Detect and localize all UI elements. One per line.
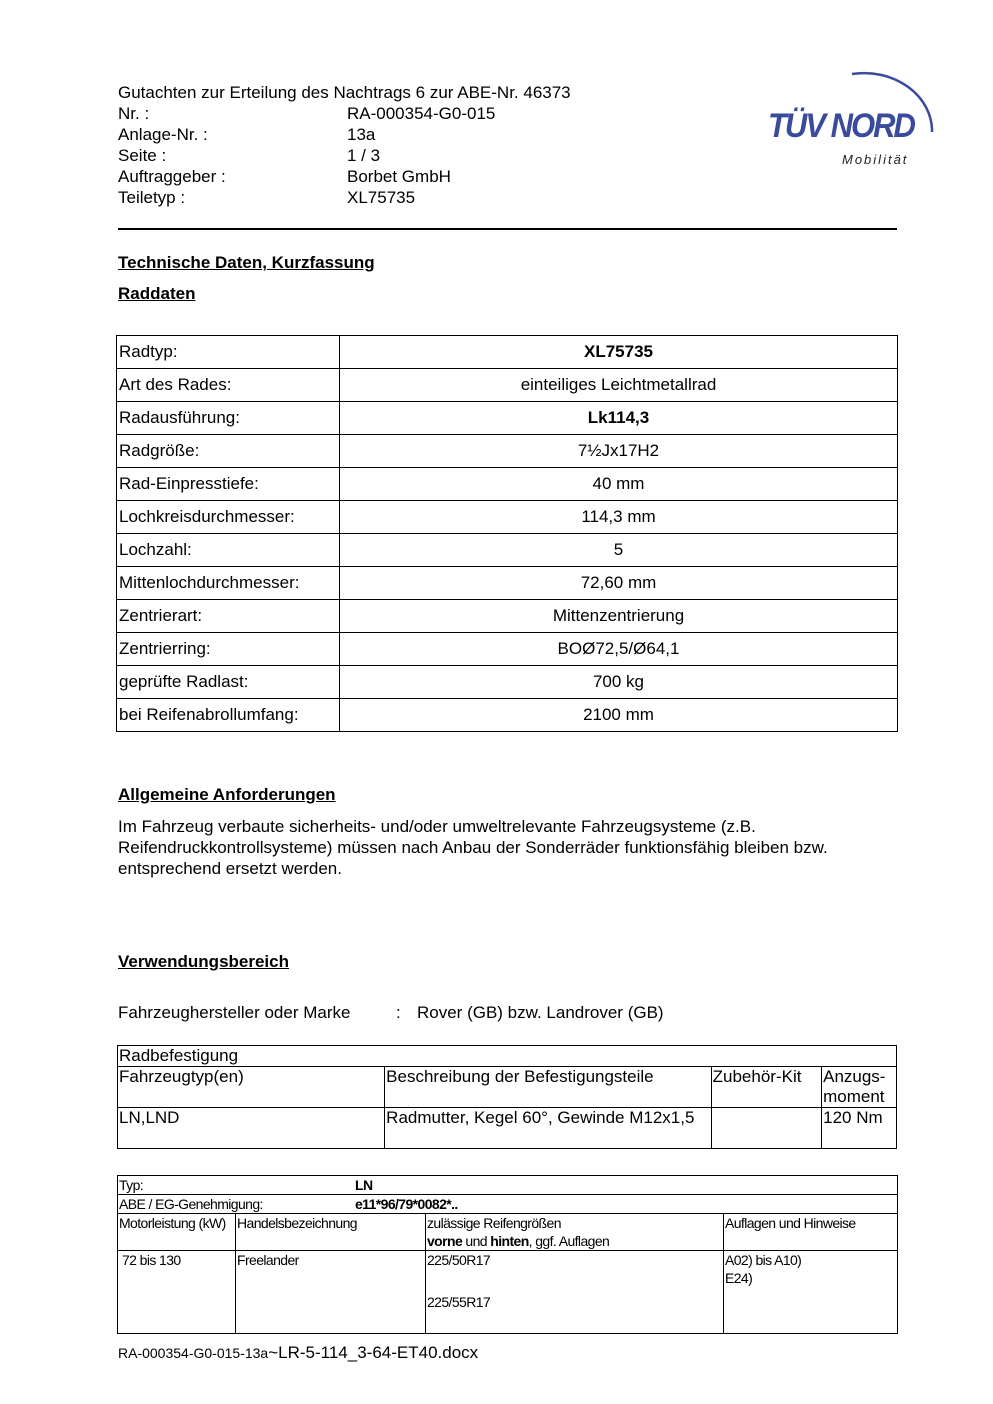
row-value: 40 mm <box>340 468 898 501</box>
col-header: Zubehör-Kit <box>711 1067 821 1108</box>
table-row <box>118 1251 898 1334</box>
heading-technische-daten: Technische Daten, Kurzfassung <box>118 253 375 272</box>
table-row <box>118 1108 897 1149</box>
cell-motor: 72 bis 130 <box>118 1251 236 1334</box>
table-row <box>117 699 898 732</box>
table-row <box>117 600 898 633</box>
radbefestigung-table <box>117 1045 897 1149</box>
row-label: Radgröße: <box>117 435 340 468</box>
table-row <box>117 468 898 501</box>
hersteller-separator: : <box>396 1003 401 1022</box>
col-header-handel: Handelsbezeichnung <box>236 1214 426 1251</box>
header-value: 1 / 3 <box>347 146 381 165</box>
row-value: BOØ72,5/Ø64,1 <box>340 633 898 666</box>
typ-row <box>118 1176 898 1195</box>
auflage-item: E24) <box>725 1270 753 1286</box>
row-label: bei Reifenabrollumfang: <box>117 699 340 732</box>
table-row <box>117 534 898 567</box>
tuv-nord-logo <box>760 58 940 173</box>
hinten-text: hinten <box>490 1233 529 1249</box>
table-header-row <box>118 1067 897 1108</box>
auflage-item: A02) bis A10) <box>725 1252 802 1268</box>
header-value: XL75735 <box>347 188 416 207</box>
row-value: 5 <box>340 534 898 567</box>
table-row <box>117 402 898 435</box>
row-label: Rad-Einpresstiefe: <box>117 468 340 501</box>
document-title: Gutachten zur Erteilung des Nachtrags 6 zur ABE-Nr. 46373 <box>118 83 571 102</box>
header-key: Nr. : <box>118 104 150 123</box>
logo-wordmark: TÜV NORD <box>768 106 914 145</box>
col-header-auflagen: Auflagen und Hinweise <box>724 1214 898 1251</box>
row-value: 114,3 mm <box>340 501 898 534</box>
table-row <box>118 1046 897 1067</box>
und-text: und <box>462 1233 491 1249</box>
row-label: Radausführung: <box>117 402 340 435</box>
table-header-row <box>118 1214 898 1251</box>
table-row <box>117 567 898 600</box>
row-value: 2100 mm <box>340 699 898 732</box>
header-row-nr <box>118 103 638 124</box>
row-label: geprüfte Radlast: <box>117 666 340 699</box>
reifen-size: 225/50R17 <box>427 1252 491 1268</box>
header-key: Anlage-Nr. : <box>118 125 208 144</box>
heading-verwendungsbereich: Verwendungsbereich <box>118 952 289 971</box>
cell: LN,LND <box>118 1108 385 1149</box>
row-label: Radtyp: <box>117 336 340 369</box>
reifen-header-line1: zulässige Reifengrößen <box>427 1215 561 1231</box>
abe-value: e11*96/79*0082*.. <box>355 1196 458 1212</box>
abe-row <box>118 1195 898 1214</box>
row-label: Lochkreisdurchmesser: <box>117 501 340 534</box>
vorne-text: vorne <box>427 1233 463 1249</box>
row-label: Art des Rades: <box>117 369 340 402</box>
header-value: RA-000354-G0-015 <box>347 104 496 123</box>
cell: Radmutter, Kegel 60°, Gewinde M12x1,5 <box>385 1108 711 1149</box>
cell-handel: Freelander <box>236 1251 426 1334</box>
row-label: Mittenlochdurchmesser: <box>117 567 340 600</box>
allgemeine-paragraph: Im Fahrzeug verbaute sicherheits- und/oder umweltrelevante Fahrzeugsysteme (z.B. Reifendruckkontrollsysteme) müssen nach Anbau der Sonderräder funktionsfähig bleiben bzw. entsprechend ersetzt werden. <box>118 817 828 878</box>
footer-small: RA-000354-G0-015-13a <box>118 1345 269 1361</box>
header-divider <box>118 228 897 230</box>
cell <box>711 1108 821 1149</box>
raddaten-table <box>116 335 898 732</box>
heading-allgemeine-anforderungen: Allgemeine Anforderungen <box>118 785 336 804</box>
auflagen-text: , ggf. Auflagen <box>528 1233 610 1249</box>
row-value: 7½Jx17H2 <box>340 435 898 468</box>
col-header: Fahrzeugtyp(en) <box>118 1067 385 1108</box>
col-header: Anzugs-moment <box>822 1067 897 1108</box>
row-value: Mittenzentrierung <box>340 600 898 633</box>
cell: 120 Nm <box>822 1108 897 1149</box>
table-row <box>118 1176 898 1195</box>
header-row-auftraggeber <box>118 166 638 187</box>
row-value: einteiliges Leichtmetallrad <box>340 369 898 402</box>
footer-filename <box>118 1343 478 1363</box>
col-header: Beschreibung der Befestigungsteile <box>385 1067 711 1108</box>
table-row <box>117 435 898 468</box>
table-row <box>117 336 898 369</box>
row-value: 700 kg <box>340 666 898 699</box>
table-row <box>117 501 898 534</box>
typ-value: LN <box>355 1177 373 1193</box>
typ-table <box>117 1175 898 1334</box>
cell-auflagen <box>724 1251 898 1334</box>
header-row-anlage <box>118 124 638 145</box>
table-row <box>117 369 898 402</box>
header-row-seite <box>118 145 638 166</box>
row-label: Zentrierart: <box>117 600 340 633</box>
col-header-reifen <box>426 1214 724 1251</box>
hersteller-value: Rover (GB) bzw. Landrover (GB) <box>417 1003 664 1022</box>
header-value: 13a <box>347 125 376 144</box>
table-row <box>118 1195 898 1214</box>
footer-big: ~LR-5-114_3-64-ET40.docx <box>268 1343 479 1362</box>
row-value: 72,60 mm <box>340 567 898 600</box>
typ-label: Typ: <box>119 1177 144 1193</box>
col-header-motor: Motorleistung (kW) <box>118 1214 236 1251</box>
reifen-header-line2 <box>427 1232 722 1250</box>
row-value: XL75735 <box>340 336 898 369</box>
row-value: Lk114,3 <box>340 402 898 435</box>
reifen-size: 225/55R17 <box>427 1294 491 1310</box>
abe-label: ABE / EG-Genehmigung: <box>119 1196 263 1212</box>
table-row <box>117 666 898 699</box>
header-value: Borbet GmbH <box>347 167 451 186</box>
cell-reifen <box>426 1251 724 1334</box>
header-key: Seite : <box>118 146 167 165</box>
header-key: Teiletyp : <box>118 188 186 207</box>
heading-raddaten: Raddaten <box>118 284 196 303</box>
row-label: Zentrierring: <box>117 633 340 666</box>
hersteller-label: Fahrzeughersteller oder Marke <box>118 1003 351 1022</box>
table-row <box>117 633 898 666</box>
logo-subtitle: Mobilität <box>842 152 909 167</box>
header-key: Auftraggeber : <box>118 167 226 186</box>
row-label: Lochzahl: <box>117 534 340 567</box>
header-row-teiletyp <box>118 187 638 208</box>
radbefestigung-title: Radbefestigung <box>118 1046 897 1067</box>
